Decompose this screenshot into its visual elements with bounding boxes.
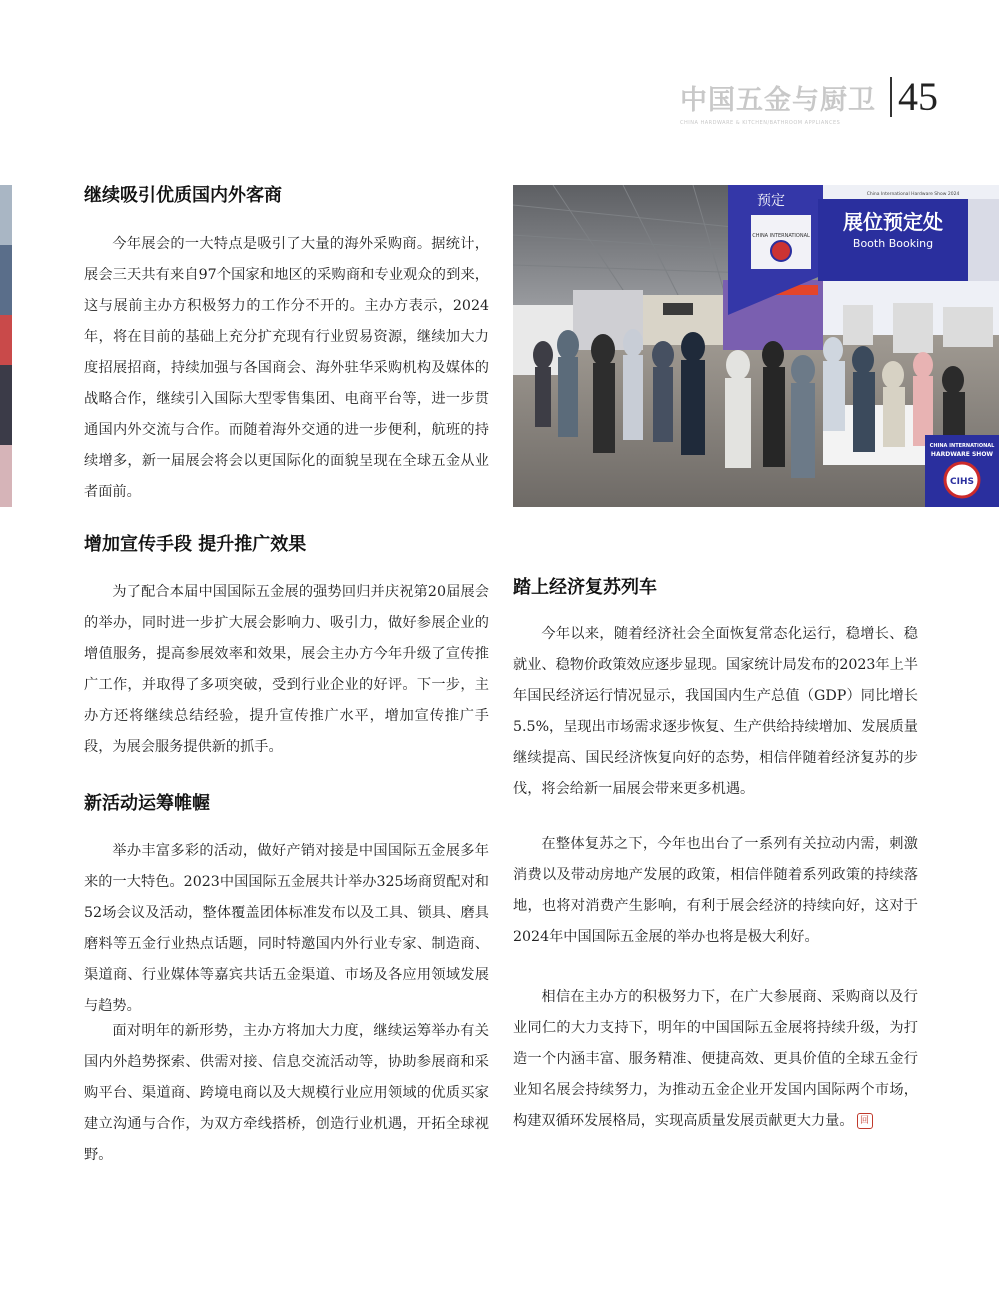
section-title-3: 新活动运筹帷幄	[84, 793, 210, 814]
section-3-paragraph-1: 举办丰富多彩的活动，做好产销对接是中国国际五金展多年来的一大特色。2023中国国际五金展共计举办325场商贸配对和52场会议及活动，整体覆盖团体标准发布以及工具、锁具、磨具磨料等五金行业热点话题，同时特邀国内外行业专家、制造商、渠道商、行业媒体等嘉宾共话五金渠道、市场及各应用领域发展与趋势。	[84, 843, 489, 1014]
adjacent-page-photo-strip	[0, 185, 12, 507]
booth-booking-sign-title: 展位预定处	[843, 210, 943, 234]
section-title-4: 踏上经济复苏列车	[513, 577, 657, 598]
section-2-paragraph-1: 为了配合本届中国国际五金展的强势回归并庆祝第20届展会的举办，同时进一步扩大展会影响力、吸引力，做好参展企业的增值服务，提高参展效率和效果，展会主办方今年升级了宣传推广工作，并取得了多项突破，受到行业企业的好评。下一步，主办方还将继续总结经验，提升宣传推广水平，增加宣传推广手段，为展会服务提供新的抓手。	[84, 584, 489, 755]
exhibition-photo	[513, 185, 999, 507]
section-4-paragraph-3	[513, 982, 918, 1137]
magazine-masthead	[680, 78, 876, 126]
article-end-mark: 回	[857, 1113, 873, 1129]
masthead-subtitle: CHINA HARDWARE & KITCHEN/BATHROOM APPLIANCES	[680, 119, 841, 126]
section-4-paragraph-2: 在整体复苏之下，今年也出台了一系列有关拉动内需，刺激消费以及带动房地产发展的政策，相信伴随着系列政策的持续落地，也将对消费产生影响，有利于展会经济的持续向好，这对于2024年中国国际五金展的举办也将是极大利好。	[513, 836, 918, 945]
header-divider	[890, 77, 892, 117]
section-4-paragraph-1: 今年以来，随着经济社会全面恢复常态化运行，稳增长、稳就业、稳物价政策效应逐步显现。国家统计局发布的2023年上半年国民经济运行情况显示，我国国内生产总值（GDP）同比增长5.5%，呈现出市场需求逐步恢复、生产供给持续增加、发展质量继续提高、国民经济恢复向好的态势，相信伴随着经济复苏的步伐，将会给新一届展会带来更多机遇。	[513, 626, 918, 797]
floor-logo-text-2: HARDWARE SHOW	[930, 451, 994, 458]
section-3-paragraph-2: 面对明年的新形势，主办方将加大力度，继续运筹举办有关国内外趋势探索、供需对接、信息交流活动等，协助参展商和采购平台、渠道商、跨境电商以及大规模行业应用领域的优质买家建立沟通与合作，为双方牵线搭桥，创造行业机遇，开拓全球视野。	[84, 1023, 489, 1163]
page-number: 45	[898, 74, 938, 119]
section-1-paragraph-1: 今年展会的一大特点是吸引了大量的海外采购商。据统计，展会三天共有来自97个国家和地区的采购商和专业观众的到来，这与展前主办方积极努力的工作分不开的。主办方表示，2024年，将在目前的基础上充分扩充现有行业贸易资源，继续加大力度招展招商，持续加强与各国商会、海外驻华采购机构及媒体的战略合作，继续引入国际大型零售集团、电商平台等，进一步贯通国内外交流与合作。而随着海外交通的进一步便利，航班的持续增多，新一届展会将会以更国际化的面貌呈现在全球五金从业者面前。	[84, 236, 489, 500]
page-header	[680, 72, 938, 126]
floor-logo-mark: CIHS	[950, 477, 974, 487]
masthead-title: 中国五金与厨卫	[680, 84, 876, 116]
photo-logo-text-left-1: CHINA INTERNATIONAL	[752, 233, 810, 239]
photo-small-banner: China International Hardware Show 2024	[866, 192, 960, 197]
photo-banner-left-text: 预定	[757, 193, 785, 209]
section-4-paragraph-3-text: 相信在主办方的积极努力下，在广大参展商、采购商以及行业同仁的大力支持下，明年的中国国际五金展将持续升级，为打造一个内涵丰富、服务精准、便捷高效、更具价值的全球五金行业知名展会持续努力，为推动五金企业开发国内国际两个市场，构建双循环发展格局，实现高质量发展贡献更大力量。	[513, 989, 918, 1129]
section-title-1: 继续吸引优质国内外客商	[84, 185, 282, 206]
floor-logo-text-1: CHINA INTERNATIONAL	[929, 443, 995, 449]
booth-booking-sign-subtitle: Booth Booking	[852, 237, 934, 250]
section-title-2: 增加宣传手段 提升推广效果	[84, 534, 307, 555]
